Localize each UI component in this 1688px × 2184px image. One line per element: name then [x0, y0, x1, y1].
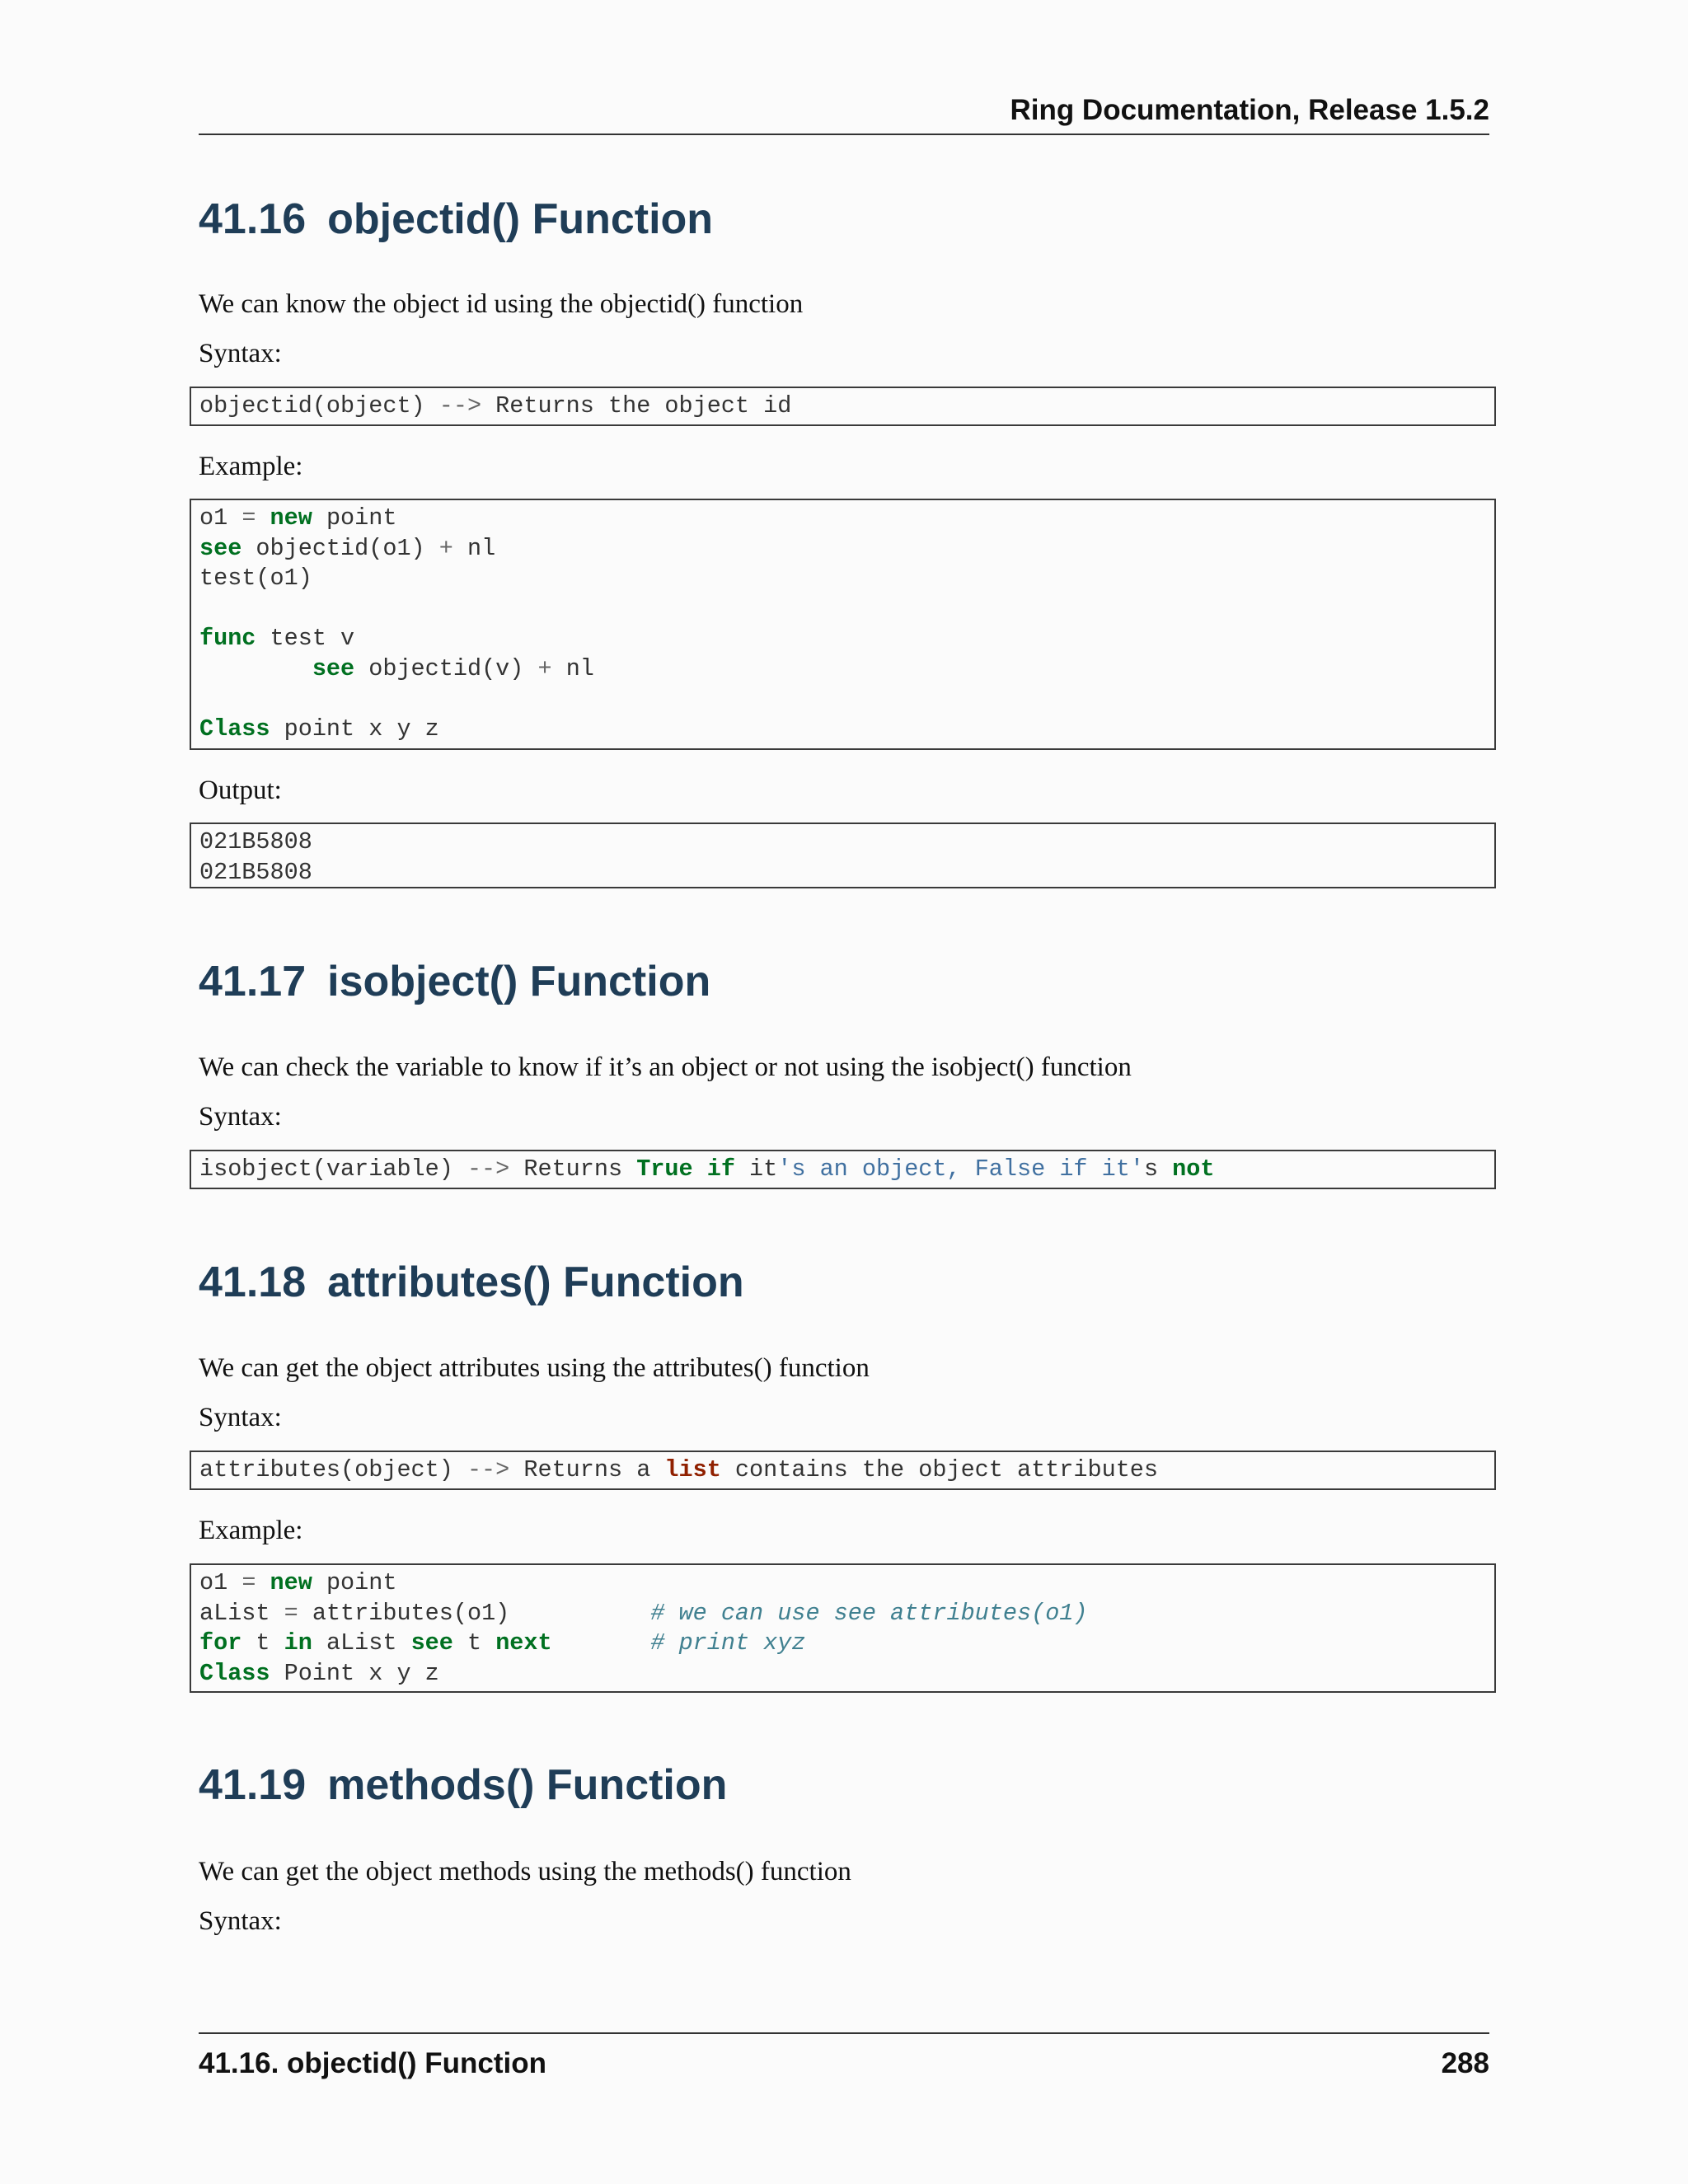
running-footer	[199, 2032, 1489, 2083]
example-code-block	[190, 499, 1496, 750]
section-heading-41-17	[199, 955, 710, 1008]
example-label: Example:	[199, 1516, 303, 1545]
code-line: 021B5808	[199, 828, 312, 855]
section-number: 41.18	[199, 1258, 307, 1306]
code-line: test(o1)	[199, 565, 312, 592]
section-heading-41-19	[199, 1759, 727, 1811]
code-line: objectid(object) --> Returns the object id	[199, 392, 792, 419]
syntax-code-block	[190, 387, 1496, 426]
section-title: attributes() Function	[327, 1258, 744, 1306]
section-intro: We can get the object attributes using the attributes() function	[199, 1353, 870, 1383]
syntax-label: Syntax:	[199, 1102, 282, 1132]
section-heading-41-16	[199, 193, 713, 246]
output-code-block	[190, 823, 1496, 888]
section-number: 41.17	[199, 958, 307, 1005]
output-label: Output:	[199, 776, 282, 805]
code-line: Class Point x y z	[199, 1659, 439, 1687]
code-line: isobject(variable) --> Returns True if it's an object, False if it's not	[199, 1155, 1215, 1183]
code-line: aList = attributes(o1) # we can use see attributes(o1)	[199, 1599, 1088, 1627]
running-header: Ring Documentation, Release 1.5.2	[199, 91, 1489, 135]
page-number: 288	[1441, 2047, 1489, 2079]
code-line: o1 = new point	[199, 1569, 397, 1596]
section-intro: We can check the variable to know if it’s an object or not using the isobject() function	[199, 1052, 1132, 1082]
code-line	[199, 594, 1486, 625]
syntax-label: Syntax:	[199, 339, 282, 368]
section-title: objectid() Function	[327, 195, 714, 243]
code-line: see objectid(v) + nl	[312, 654, 594, 682]
code-line: 021B5808	[199, 858, 312, 886]
code-line: see objectid(o1) + nl	[199, 534, 496, 562]
section-number: 41.19	[199, 1761, 307, 1809]
syntax-code-block	[190, 1150, 1496, 1189]
code-line	[199, 684, 1486, 715]
example-label: Example:	[199, 452, 303, 481]
code-line: func test v	[199, 625, 355, 652]
section-title: methods() Function	[327, 1761, 728, 1809]
section-intro: We can get the object methods using the methods() function	[199, 1857, 851, 1886]
section-title: isobject() Function	[327, 958, 711, 1005]
code-line: for t in aList see t next # print xyz	[199, 1629, 806, 1657]
code-line: attributes(object) --> Returns a list contains the object attributes	[199, 1456, 1159, 1483]
footer-section: 41.16. objectid() Function	[199, 2047, 546, 2079]
syntax-code-block	[190, 1451, 1496, 1490]
syntax-label: Syntax:	[199, 1906, 282, 1936]
code-line: o1 = new point	[199, 504, 397, 532]
section-intro: We can know the object id using the objectid() function	[199, 289, 804, 319]
example-code-block	[190, 1563, 1496, 1693]
section-heading-41-18	[199, 1256, 744, 1309]
code-line: Class point x y z	[199, 715, 439, 743]
section-number: 41.16	[199, 195, 307, 243]
syntax-label: Syntax:	[199, 1403, 282, 1432]
